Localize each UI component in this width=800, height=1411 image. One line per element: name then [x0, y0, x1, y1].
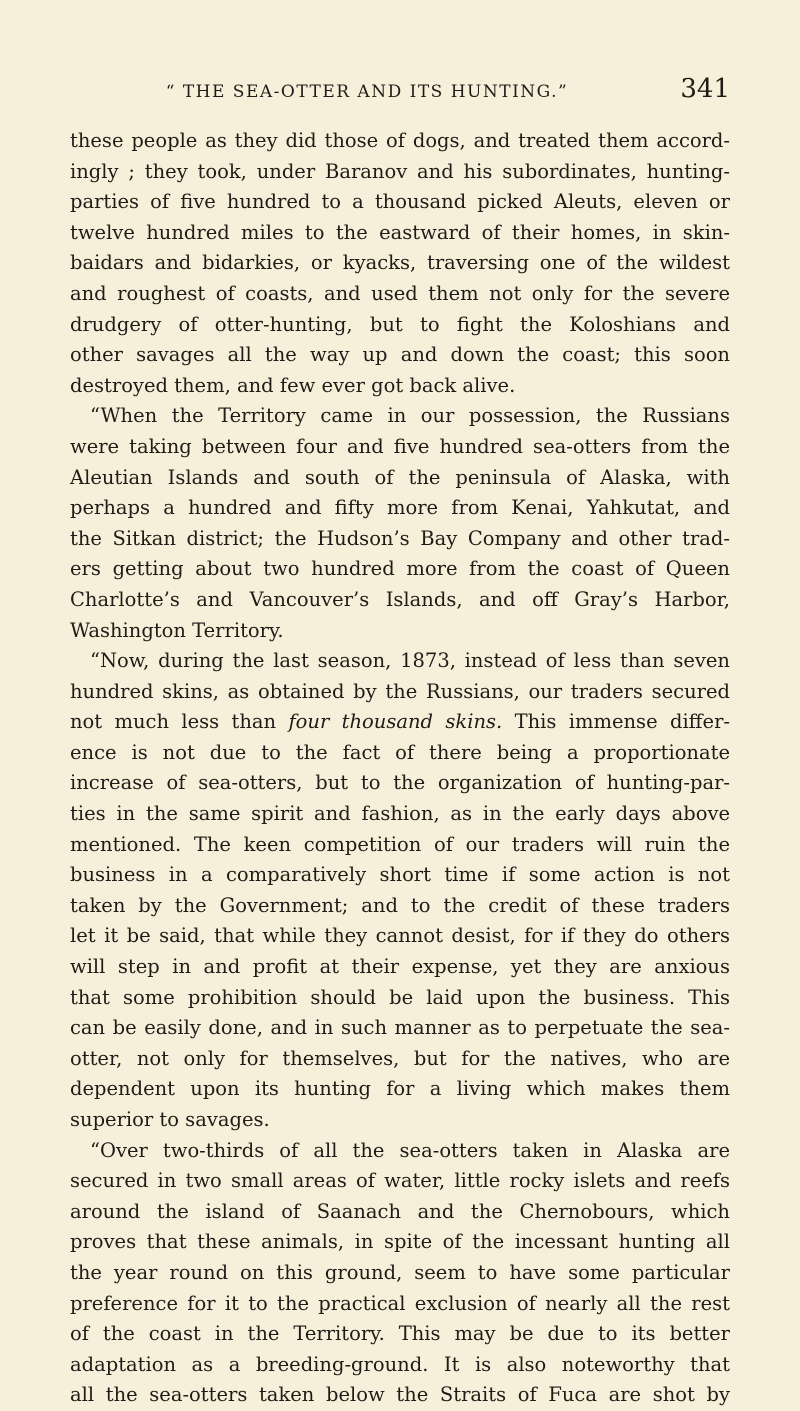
text-line: proves that these animals, in spite of the incessant hunting all: [70, 1230, 730, 1254]
paragraph-start: “Over two-thirds of all the sea-otters taken in Alaska are: [90, 1138, 730, 1162]
text-line: around the island of Saanach and the Chernobours, which: [70, 1199, 730, 1223]
body-text: [70, 126, 730, 1411]
text-line: secured in two small areas of water, little rocky islets and reefs: [70, 1169, 730, 1193]
text-line: all the sea-otters taken below the Straits of Fuca are shot by: [70, 1383, 730, 1407]
text-segment: not much less than: [70, 710, 277, 734]
text-line: otter, not only for themselves, but for the natives, who are: [70, 1046, 730, 1070]
text-line: were taking between four and five hundred sea-otters from the: [70, 434, 730, 458]
text-line: dependent upon its hunting for a living which makes them: [70, 1077, 730, 1101]
page-number: 341: [680, 74, 730, 104]
text-line: can be easily done, and in such manner as to perpetuate the sea-: [70, 1016, 730, 1040]
text-line: superior to savages.: [70, 1108, 270, 1131]
running-header: [70, 72, 730, 112]
emphasized-phrase: four thousand skins.: [288, 710, 503, 734]
text-line: adaptation as a breeding-ground. It is also noteworthy that: [70, 1352, 730, 1376]
text-line: ence is not due to the fact of there being a proportionate: [70, 740, 730, 764]
text-line: the Sitkan district; the Hudson’s Bay Company and other trad-: [70, 526, 730, 550]
text-line: ers getting about two hundred more from the coast of Queen: [70, 557, 730, 581]
text-line: the year round on this ground, seem to have some particular: [70, 1260, 730, 1284]
text-line: other savages all the way up and down the coast; this soon: [70, 343, 730, 367]
text-line: that some prohibition should be laid upon the business. This: [70, 985, 730, 1009]
text-line: destroyed them, and few ever got back alive.: [70, 373, 516, 397]
text-line: of the coast in the Territory. This may be due to its better: [70, 1322, 730, 1346]
text-line: perhaps a hundred and fifty more from Kenai, Yahkutat, and: [70, 496, 730, 520]
text-line: twelve hundred miles to the eastward of their homes, in skin-: [70, 220, 730, 244]
text-line: and roughest of coasts, and used them not only for the severe: [70, 281, 730, 305]
text-line: parties of five hundred to a thousand picked Aleuts, eleven or: [70, 190, 730, 214]
text-line: preference for it to the practical exclusion of nearly all the rest: [70, 1291, 730, 1315]
text-segment: This immense differ-: [514, 710, 730, 734]
text-line: ingly ; they took, under Baranov and his subordinates, hunting-: [70, 159, 730, 183]
text-line: Charlotte’s and Vancouver’s Islands, and off Gray’s Harbor,: [70, 587, 730, 611]
text-line: drudgery of otter-hunting, but to fight the Koloshians and: [70, 312, 730, 336]
text-line: increase of sea-otters, but to the organization of hunting-par-: [70, 771, 730, 795]
text-line: business in a comparatively short time if some action is not: [70, 863, 730, 887]
text-line: baidars and bidarkies, or kyacks, traversing one of the wildest: [70, 251, 730, 275]
running-title: “ THE SEA-OTTER AND ITS HUNTING.”: [165, 82, 569, 102]
paragraph-start: “When the Territory came in our possession, the Russians: [90, 404, 730, 428]
text-line: let it be said, that while they cannot desist, for if they do others: [70, 924, 730, 948]
text-line: these people as they did those of dogs, and treated them accord-: [70, 129, 730, 152]
text-line: Washington Territory.: [70, 618, 284, 642]
paragraph-start: “Now, during the last season, 1873, instead of less than seven: [90, 649, 730, 673]
text-line: hundred skins, as obtained by the Russians, our traders secured: [70, 679, 730, 703]
text-line: will step in and profit at their expense, yet they are anxious: [70, 955, 730, 979]
text-line: Aleutian Islands and south of the peninsula of Alaska, with: [70, 465, 730, 489]
text-line: taken by the Government; and to the credit of these traders: [70, 893, 730, 917]
text-line: ties in the same spirit and fashion, as in the early days above: [70, 802, 730, 826]
text-line-with-emphasis: [70, 707, 730, 738]
text-line: mentioned. The keen competition of our traders will ruin the: [70, 832, 730, 856]
